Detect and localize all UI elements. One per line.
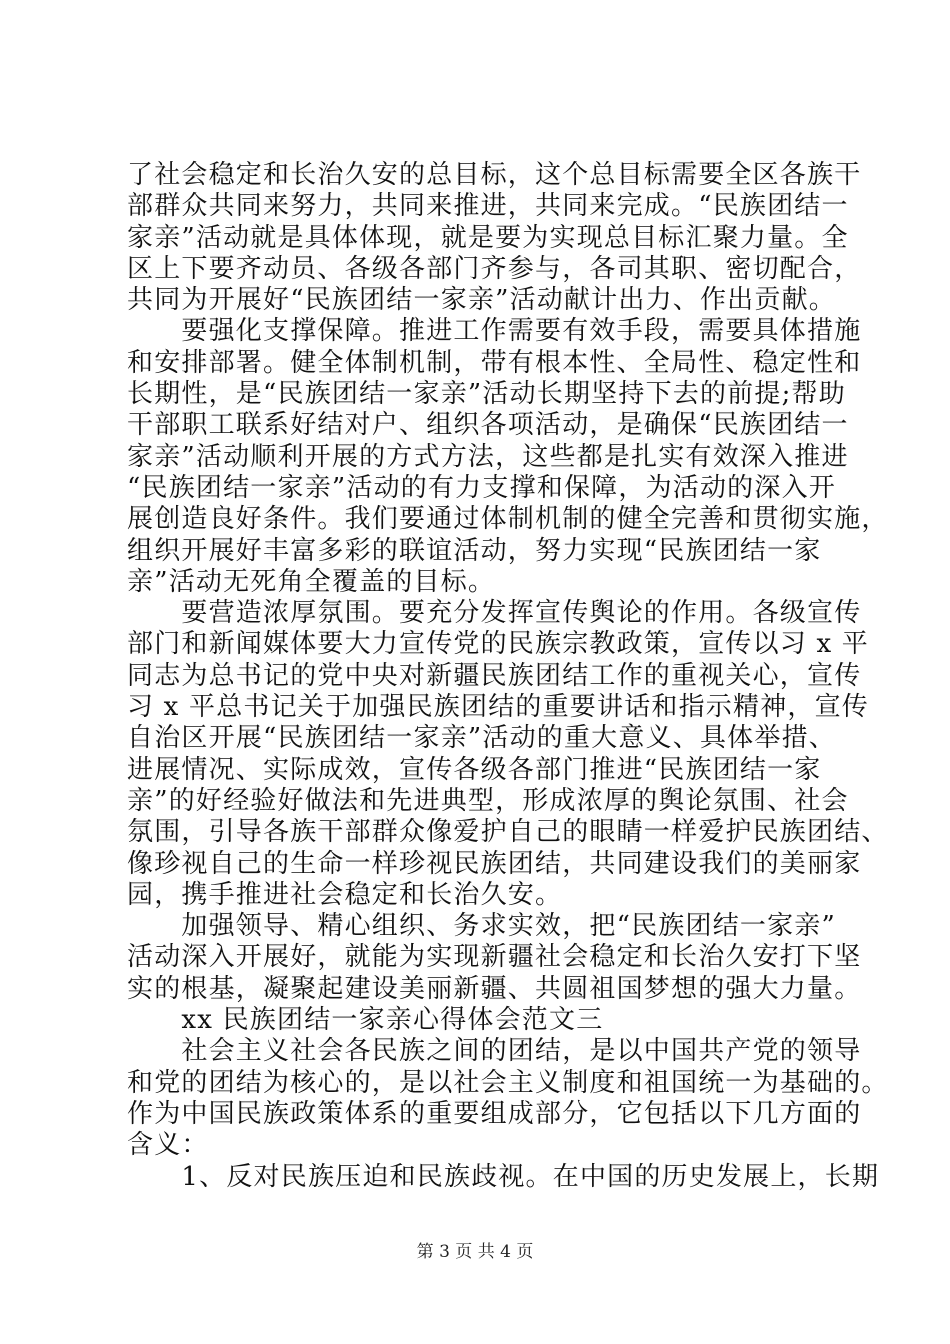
text-line: 亲”活动无死角全覆盖的目标。 bbox=[127, 566, 496, 597]
text-line: 展创造良好条件。我们要通过体制机制的健全完善和贯彻实施， bbox=[127, 504, 889, 535]
text-line: 含义： bbox=[127, 1130, 209, 1161]
text-line: 部群众共同来努力，共同来推进，共同来完成。“民族团结一 bbox=[127, 191, 849, 222]
text-line: 亲”的好经验好做法和先进典型，形成浓厚的舆论氛围、社会 bbox=[127, 785, 849, 816]
text-line: 1、反对民族压迫和民族歧视。在中国的历史发展上，长期 bbox=[127, 1161, 880, 1192]
text-line: 作为中国民族政策体系的重要组成部分，它包括以下几方面的 bbox=[127, 1098, 862, 1129]
text-line: 组织开展好丰富多彩的联谊活动，努力实现“民族团结一家 bbox=[127, 535, 822, 566]
section-heading: xx 民族团结一家亲心得体会范文三 bbox=[127, 1005, 604, 1036]
text-line: 干部职工联系好结对户、组织各项活动，是确保“民族团结一 bbox=[127, 410, 849, 441]
text-line: 实的根基，凝聚起建设美丽新疆、共圆祖国梦想的强大力量。 bbox=[127, 973, 862, 1004]
text-line: 和党的团结为核心的，是以社会主义制度和祖国统一为基础的。 bbox=[127, 1067, 889, 1098]
text-line: 区上下要齐动员、各级各部门齐参与，各司其职、密切配合， bbox=[127, 253, 862, 284]
text-line: 部门和新闻媒体要大力宣传党的民族宗教政策，宣传以习 x 平 bbox=[127, 629, 869, 660]
text-line: 氛围，引导各族干部群众像爱护自己的眼睛一样爱护民族团结、 bbox=[127, 817, 889, 848]
text-line: 同志为总书记的党中央对新疆民族团结工作的重视关心，宣传 bbox=[127, 660, 862, 691]
text-line: 自治区开展“民族团结一家亲”活动的重大意义、具体举措、 bbox=[127, 723, 836, 754]
text-line: 和安排部署。健全体制机制，带有根本性、全局性、稳定性和 bbox=[127, 347, 862, 378]
text-line: 要营造浓厚氛围。要充分发挥宣传舆论的作用。各级宣传 bbox=[127, 598, 862, 629]
text-line: “民族团结一家亲”活动的有力支撑和保障，为活动的深入开 bbox=[127, 472, 836, 503]
text-line: 社会主义社会各民族之间的团结，是以中国共产党的领导 bbox=[127, 1036, 862, 1067]
page-number-footer: 第 3 页 共 4 页 bbox=[416, 1242, 534, 1262]
text-line: 加强领导、精心组织、务求实效，把“民族团结一家亲” bbox=[127, 911, 836, 942]
text-line: 了社会稳定和长治久安的总目标，这个总目标需要全区各族干 bbox=[127, 160, 862, 190]
text-line: 园，携手推进社会稳定和长治久安。 bbox=[127, 879, 563, 910]
text-line: 活动深入开展好，就能为实现新疆社会稳定和长治久安打下坚 bbox=[127, 942, 862, 973]
text-line: 习 x 平总书记关于加强民族团结的重要讲话和指示精神，宣传 bbox=[127, 692, 869, 723]
document-body bbox=[127, 160, 889, 1193]
text-line: 家亲”活动顺利开展的方式方法，这些都是扎实有效深入推进 bbox=[127, 441, 849, 472]
text-line: 家亲”活动就是具体体现，就是要为实现总目标汇聚力量。全 bbox=[127, 222, 849, 253]
text-line: 要强化支撑保障。推进工作需要有效手段，需要具体措施 bbox=[127, 316, 862, 347]
text-line: 进展情况、实际成效，宣传各级各部门推进“民族团结一家 bbox=[127, 754, 822, 785]
text-line: 像珍视自己的生命一样珍视民族团结，共同建设我们的美丽家 bbox=[127, 848, 862, 879]
text-line: 长期性，是“民族团结一家亲”活动长期坚持下去的前提;帮助 bbox=[127, 379, 846, 410]
text-line: 共同为开展好“民族团结一家亲”活动献计出力、作出贡献。 bbox=[127, 285, 836, 316]
